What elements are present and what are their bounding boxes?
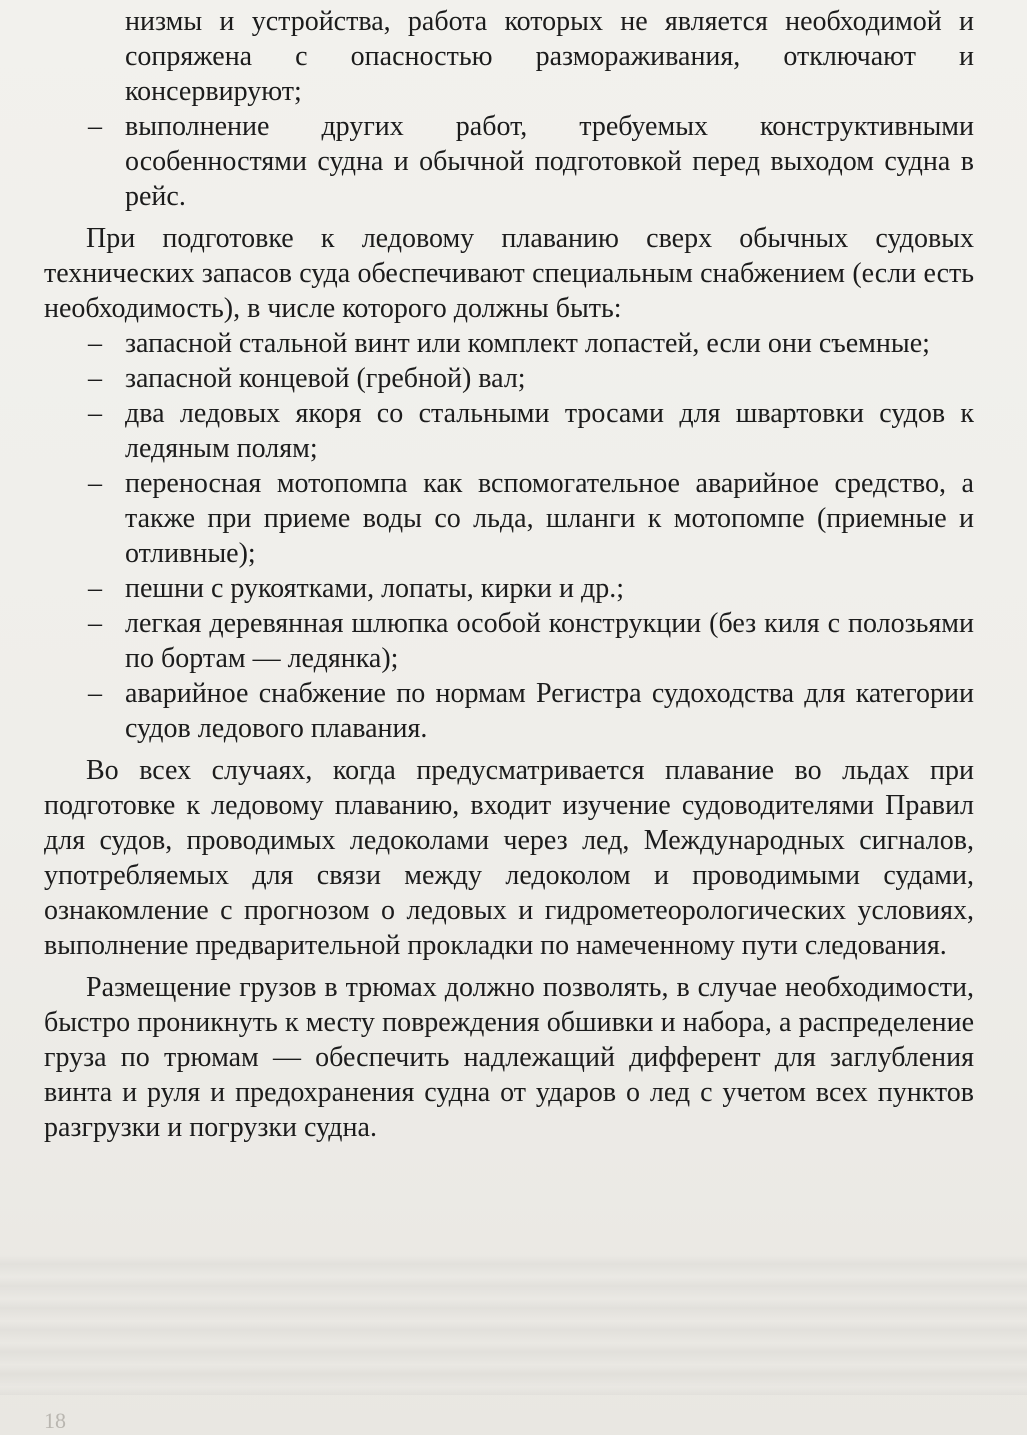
body-text	[44, 4, 974, 1145]
list-dash: –	[88, 573, 102, 604]
continued-list-item: низмы и устройства, работа которых не является необходимой и сопряжена с опасностью размораживания, отключают и консервируют;	[125, 6, 974, 107]
list-dash: –	[88, 363, 102, 394]
maintenance-list	[44, 109, 974, 214]
paragraph-supplies-intro: При подготовке к ледовому плаванию сверх обычных судовых технических запасов суда обеспечивают специальным снабжением (если есть необходимость), в числе которого должны быть:	[44, 223, 974, 324]
list-item	[44, 466, 974, 571]
list-item	[44, 326, 974, 361]
list-item	[44, 676, 974, 746]
list-item	[44, 396, 974, 466]
list-dash: –	[88, 111, 102, 142]
list-item-text: легкая деревянная шлюпка особой конструкции (без киля с полозьями по бортам — ледянка);	[125, 608, 974, 674]
list-item-text: пешни с рукоятками, лопаты, кирки и др.;	[125, 573, 624, 604]
list-item	[44, 571, 974, 606]
list-dash: –	[88, 678, 102, 709]
list-item-text: выполнение других работ, требуемых конструктивными особенностями судна и обычной подготовкой перед выходом судна в рейс.	[125, 111, 974, 212]
supply-list	[44, 326, 974, 746]
list-item-text: переносная мотопомпа как вспомогательное аварийное средство, а также при приеме воды со льда, шланги к мотопомпе (приемные и отливные);	[125, 468, 974, 569]
list-item	[44, 361, 974, 396]
list-item-text: запасной концевой (гребной) вал;	[125, 363, 526, 394]
page-number: 18	[44, 1408, 66, 1433]
list-item-text: аварийное снабжение по нормам Регистра судоходства для категории судов ледового плавания.	[125, 678, 974, 744]
list-item-text: два ледовых якоря со стальными тросами для швартовки судов к ледяным полям;	[125, 398, 974, 464]
list-item-text: запасной стальной винт или комплект лопастей, если они съемные;	[125, 328, 930, 359]
list-dash: –	[88, 468, 102, 499]
paragraph-cargo-placement: Размещение грузов в трюмах должно позволять, в случае необходимости, быстро проникнуть к месту повреждения обшивки и набора, а распределение груза по трюмам — обеспечить надлежащий дифферент для заглубления винта и руля и предохранения судна от ударов о лед с учетом всех пунктов разгрузки и погрузки судна.	[44, 972, 974, 1143]
list-item	[44, 606, 974, 676]
list-dash: –	[88, 328, 102, 359]
list-dash: –	[88, 608, 102, 639]
list-item	[44, 109, 974, 214]
bleed-through-texture	[0, 1255, 1027, 1395]
list-dash: –	[88, 398, 102, 429]
paragraph-ice-navigation-study: Во всех случаях, когда предусматривается плавание во льдах при подготовке к ледовому плаванию, входит изучение судоводителями Правил для судов, проводимых ледоколами через лед, Международных сигналов, употребляемых для связи между ледоколом и проводимыми судами, ознакомление с прогнозом о ледовых и гидрометеорологических условиях, выполнение предварительной прокладки по намеченному пути следования.	[44, 755, 974, 961]
